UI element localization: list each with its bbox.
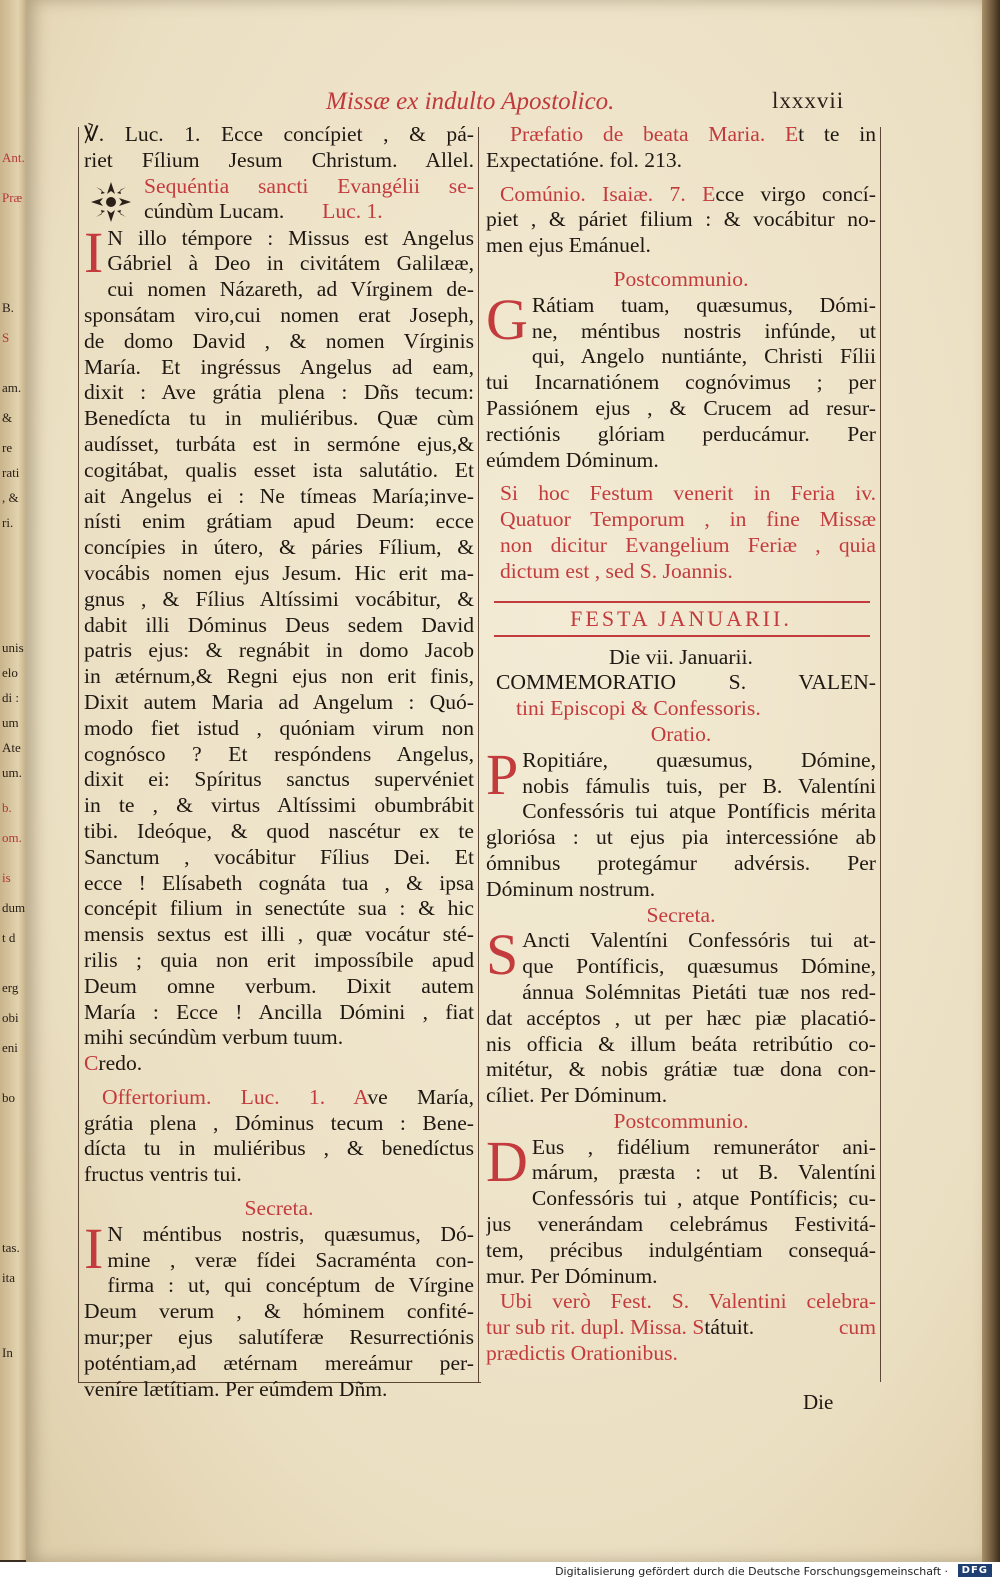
text-line: Ropitiáre, quæsumus, Dómine, [522,747,876,772]
text-line: Benedícta tu in muliéribus. Quæ cùm [84,406,474,431]
facing-page-fragment: om. [2,830,22,845]
text-line: ómnibus protegámur advérsis. Per [486,850,876,875]
gospel-lines [84,277,474,1051]
communio-lines [486,207,876,259]
text-line: Si hoc Festum venerit in Feria iv. [500,481,876,506]
secreta-block [486,922,876,1109]
postcommunio-block [486,1128,876,1290]
text-line: concépit filium in senectúte sua : & hic [84,896,474,921]
praefatio-label: Præfatio de beata Maria. [510,122,766,146]
text-line: márum, præsta : ut B. Valentíni [531,1160,876,1185]
rubric-text: cum [838,1315,876,1340]
sequentia-text: cúndùm Lucam. [144,199,285,224]
text-line: nis officia & illum beáta retribútio co- [486,1031,876,1056]
oratio-block [486,741,876,903]
text-line: grátia plena , Dóminus tecum : Bene- [84,1110,474,1135]
folio-number: lxxxvii [772,88,845,113]
facing-page-fragment: am. [2,380,22,395]
text-line: gloriósa : ut ejus pia intercessióne ab [486,825,876,850]
text-line: Eus , fidélium remunerátor ani- [531,1134,876,1159]
secreta-heading: Secreta. [646,902,716,927]
text-line: ánnua Solémnitas Pietáti tuæ nos red- [522,979,876,1004]
facing-page-fragment: Ate [2,740,21,755]
text-line: concípies in útero, & páries Fílium, & [84,535,474,560]
praefatio-initial: E [784,122,799,146]
text-line: non dicitur Evangelium Feriæ , quia [500,532,876,557]
text-line: Confessóris tui atque Pontíficis mérita [522,799,876,824]
text-line: vocábis nomen ejus Jesum. Hic erit ma- [84,560,474,585]
text-line: nísti enim grátiam apud Deum: ecce [84,509,474,534]
text-line: rectiónis glóriam perducámur. Per [486,421,876,446]
communio-line [486,182,876,208]
text-line: dat accéptos , ut per hæc piæ placatió- [486,1005,876,1030]
facing-page-fragment: Ant. [2,150,25,165]
text-line: que Pontíficis, quæsumus Dómine, [522,954,876,979]
text-line: men ejus Emánuel. [486,233,651,258]
text-line: ℣. Luc. 1. Ecce concípiet , & pá- [84,122,474,146]
rubric-block [486,481,876,584]
facing-page-fragment: um. [2,765,22,780]
text-line: ait Angelus ei : Ne tímeas María;inve- [84,483,474,508]
text-line: cui nomen Názareth, ad Vírginem de- [107,277,474,302]
text-line: mitétur, & nobis grátiæ tuæ dona con- [486,1057,876,1082]
facing-page-fragment: rati [2,465,20,480]
text-line: cogitábat, qualis esset ista salutátio. Et [84,457,474,482]
text-line: mine , veræ fídei Sacraménta con- [107,1247,474,1272]
rubric-text: tur sub rit. dupl. Missa. S [486,1315,705,1340]
credo-initial: C [84,1051,99,1076]
drop-initial: I [84,219,104,285]
communio-text: cce virgo concí- [715,181,876,206]
column-rule-right [880,127,881,1382]
offertorium-line [84,1085,474,1111]
text-line: mensis sextus est illi , quæ vocátur sté- [84,922,474,947]
rubric-text: tátuit. [704,1315,755,1340]
facing-page-fragment: dum [2,900,26,915]
date-line: Die vii. Januarii. [609,644,753,669]
facing-page-fragment: eni [2,1040,18,1055]
text-line: fructus ventris tui. [84,1162,242,1187]
offertorium-label: Offertorium. Luc. 1. [102,1084,326,1109]
facing-page-fragment: t d [2,930,16,945]
credo-line [84,1051,474,1077]
facing-page-fragment: di : [2,690,19,705]
dfg-logo: DFG [958,1564,992,1577]
sequentia-line [144,199,474,225]
facing-page-fragment: & [2,410,13,425]
text-line: eúmdem Dóminum. [486,447,659,472]
text-line: riet Fílium Jesum Christum. Allel. [84,147,474,172]
communio-label: Comúnio. Isaiæ. 7. [500,181,686,206]
sequentia-reference: Luc. 1. [322,199,383,224]
text-line: Confessóris tui , atque Pontíficis; cu- [531,1186,876,1211]
text-line: Deum omne verbum. Dixit autem [84,973,474,998]
offertorium-lines [84,1111,474,1188]
facing-page-fragment: ita [2,1270,15,1285]
text-line: patris ejus: & regnábit in domo Jacob [84,638,474,663]
oratio-lines [486,799,876,902]
text-line: rilis ; quia non erit impossíbile apud [84,947,474,972]
text-line: Dóminum nostrum. [486,876,656,901]
secreta-block [84,1215,474,1403]
facing-page-fragment: Præ [2,190,23,205]
rubric-line: Ubi verò Fest. S. Valentini celebra- [500,1289,876,1314]
text-line: jus venerándam celebrámus Festivitá- [486,1212,876,1237]
column-rule-middle [478,127,479,1382]
postcommunio-block [486,286,876,474]
sequentia-block [84,174,474,226]
communio-initial: E [702,181,716,206]
text-line: tui Incarnatiónem cognóvimus ; per [486,370,876,395]
text-line: qui, Angelo nuntiánte, Christi Fílii [531,344,876,369]
facing-page-fragment: In [2,1345,13,1360]
text-line: Ancti Valentíni Confessóris tui at- [522,928,876,953]
text-line: in ætérnum,& Regni ejus non erit finis, [84,664,474,689]
text-line: tem, précibus indulgéntiam consequá- [486,1237,876,1262]
text-line: firma : ut, qui concéptum de Vírgine [107,1273,474,1298]
drop-initial: D [486,1128,528,1194]
commemoratio-subtitle: tini Episcopi & Confessoris. [516,696,761,721]
text-line: Expectatióne. fol. 213. [486,147,683,172]
drop-initial: P [486,741,519,807]
gospel-block [84,219,474,1052]
secreta-lines [486,980,876,1109]
footer-credit: Digitalisierung gefördert durch die Deutsche Forschungsgemeinschaft · [555,1565,948,1578]
drop-initial: I [84,1215,104,1281]
text-line: N méntibus nostris, quæsumus, Dó- [107,1221,474,1246]
facing-page-fragment: is [2,870,11,885]
column-rule-left [78,127,79,1382]
text-line: dabit illi Dóminus Deus sedem David [84,612,474,637]
facing-page-fragment: S [2,330,10,345]
text-line: mihi secúndùm verbum tuum. [84,1025,344,1050]
text-line: audísset, turbáta est in sermóne ejus,& [84,431,474,456]
rubric-line: prædictis Orationibus. [486,1341,678,1366]
text-line: Quatuor Temporum , in fine Missæ [500,507,876,532]
text-line: mur;per ejus salutíferæ Resurrectiónis [84,1325,474,1350]
text-line: nobis fámulis tuis, per B. Valentíni [522,773,876,798]
facing-page-fragment: ri. [2,515,14,530]
sequentia-text: Sequéntia sancti Evangélii se- [144,173,474,198]
facing-page-fragment: b. [2,800,12,815]
left-column [84,122,474,1402]
text-line: dícta tu in muliéribus , & benedíctus [84,1136,474,1161]
facing-page-fragment: tas. [2,1240,20,1255]
text-line: de domo David , & nomen Vírginis [84,328,474,353]
text-line: dictum est , sed S. Joannis. [500,558,733,583]
text-line: sponsátam viro,cui nomen erat Joseph, [84,302,474,327]
text-line: dixit ei: Spíritus sanctus supervéniet [84,767,474,792]
text-line: mur. Per Dóminum. [486,1263,658,1288]
facing-page-fragment: , & [2,490,19,505]
text-line: tibi. Ideóque, & quod nascétur ex te [84,818,474,843]
text-line: poténtiam,ad ætérnam mereámur per- [84,1350,474,1375]
text-line: Sanctum , vocábitur Fílius Dei. Et [84,844,474,869]
sequentia-line [144,174,474,200]
offertorium-text: ve María, [367,1084,474,1109]
text-line: piet , & páriet filium : & vocábitur no- [486,207,876,232]
facing-page-fragment: bo [2,1090,15,1105]
secreta-lines [84,1273,474,1402]
drop-initial: S [486,922,519,988]
facing-page-fragment: obi [2,1010,19,1025]
postcommunio-lines [486,1186,876,1289]
secreta-heading: Secreta. [244,1196,314,1221]
text-line: ecce ! Elísabeth cognáta tua , & ipsa [84,870,474,895]
ornament-icon [86,178,136,226]
postcommunio-heading: Postcommunio. [613,1108,749,1133]
facing-page-fragment: um [2,715,19,730]
running-title: Missæ ex indulto Apostolico. [326,88,615,115]
text-line: Dixit autem Maria ad Angelum : Quó- [84,689,474,714]
praefatio-line [486,122,876,148]
facing-page-fragment: erg [2,980,19,995]
drop-initial: G [486,286,528,352]
text-line: cognósco ? Et respóndens Angelus, [84,741,474,766]
catchword: Die [803,1390,834,1414]
text-line: Rátiam tuam, quæsumus, Dómi- [531,292,876,317]
right-column [486,122,876,1367]
text-line: N illo témpore : Missus est Angelus [107,225,474,250]
text-line: María : Ecce ! Ancilla Dómini , fiat [84,999,474,1024]
text-line: modo fiet istud , quóniam virum non [84,715,474,740]
postcommunio-lines [486,344,876,473]
facing-page-fragment: re [2,440,13,455]
text-line: dixit : Ave grátia plena : Dñs tecum: [84,380,474,405]
facing-page-fragment: unis [2,640,24,655]
text-line: Gábriel à Deo in civitátem Galilææ, [107,251,474,276]
book-fore-edge [982,0,1000,1562]
credo-text: redo. [98,1051,143,1076]
text-line: gnus , & Fílius Altíssimi vocábitur, & [84,586,474,611]
oratio-heading: Oratio. [650,721,712,746]
text-line: cíliet. Per Dóminum. [486,1083,668,1108]
text-line: in te , & virtus Altíssimi obumbrábit [84,793,474,818]
offertorium-initial: A [353,1084,368,1109]
text-line: Passiónem ejus , & Crucem ad resur- [486,395,876,420]
text-line: María. Et ingréssus Angelus ad eam, [84,354,474,379]
text-line: Deum verum , & hóminem confité- [84,1299,474,1324]
facing-page-fragment: elo [2,665,18,680]
postcommunio-heading: Postcommunio. [613,266,749,291]
text-line: ne, méntibus nostris infúnde, ut [531,318,876,343]
rubric-line [486,1315,876,1341]
text-line: veníre lætítiam. Per eúmdem Dñm. [84,1376,388,1401]
festa-title: FESTA JANUARII. [570,605,792,631]
facing-page-fragment: B. [2,300,14,315]
praefatio-text: t te in [798,122,876,146]
commemoratio-line: COMMEMORATIO S. VALEN- [496,670,876,695]
